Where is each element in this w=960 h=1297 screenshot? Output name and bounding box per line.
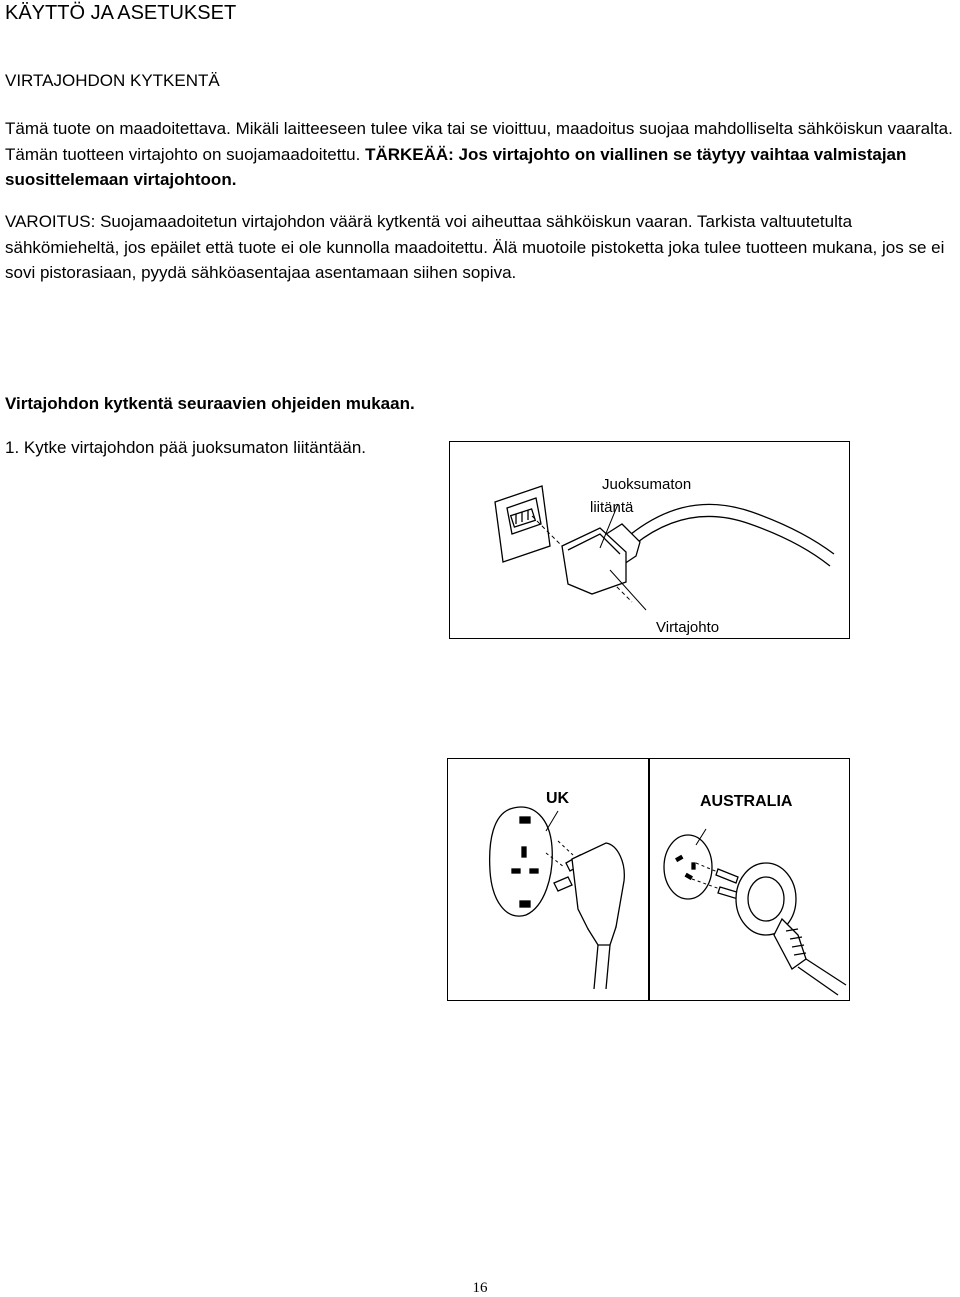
step-1: 1. Kytke virtajohdon pää juoksumaton liitäntään. [5,438,367,457]
instructions-heading: Virtajohdon kytkentä seuraavien ohjeiden mukaan. [5,394,415,413]
connector-plug-icon [562,524,640,594]
power-cord-figure [449,441,850,639]
warning-paragraph [5,209,960,286]
page-number: 16 [472,1280,488,1296]
plug-types-figure [447,758,850,1001]
power-cord-illustration [450,442,849,638]
grounding-text: Tämä tuote on maadoitettava. Mikäli laitteeseen tulee vika tai se vioittuu, maadoitus suojaa mahdolliselta sähköiskun vaaralta. Tämän tuotteen virtajohto on suojamaadoitettu. [5,119,953,164]
australia-socket-icon [664,835,712,899]
section-title: VIRTAJOHDON KYTKENTÄ [5,71,220,90]
inlet-label-line2: liitäntä [590,499,634,516]
warning-label: VAROITUS: [5,212,96,231]
cord-label: Virtajohto [656,619,720,636]
inlet-socket-icon [495,486,550,562]
page-title: KÄYTTÖ JA ASETUKSET [5,2,237,24]
grounding-paragraph [5,116,960,193]
warning-text: Suojamaadoitetun virtajohdon väärä kytkentä voi aiheuttaa sähköiskun vaaran. Tarkista valtuutetulta sähkömieheltä, jos epäilet että tuote ei ole kunnolla maadoitettu. Älä muotoile pistoketta joka tulee tuotteen mukana, jos se ei sovi pistorasiaan, pyydä sähköasentajaa asentamaan siihen sopiva. [5,212,945,282]
figure-divider [648,759,650,1000]
uk-socket-icon [490,807,553,916]
australia-label: AUSTRALIA [700,793,793,810]
australia-plug-icon [716,863,846,995]
uk-label: UK [546,790,570,807]
inlet-label-line1: Juoksumaton [602,476,692,493]
uk-plug-icon [554,843,624,989]
important-note: TÄRKEÄÄ: Jos virtajohto on viallinen se täytyy vaihtaa valmistajan suosittelemaan virtajohtoon. [5,144,907,189]
